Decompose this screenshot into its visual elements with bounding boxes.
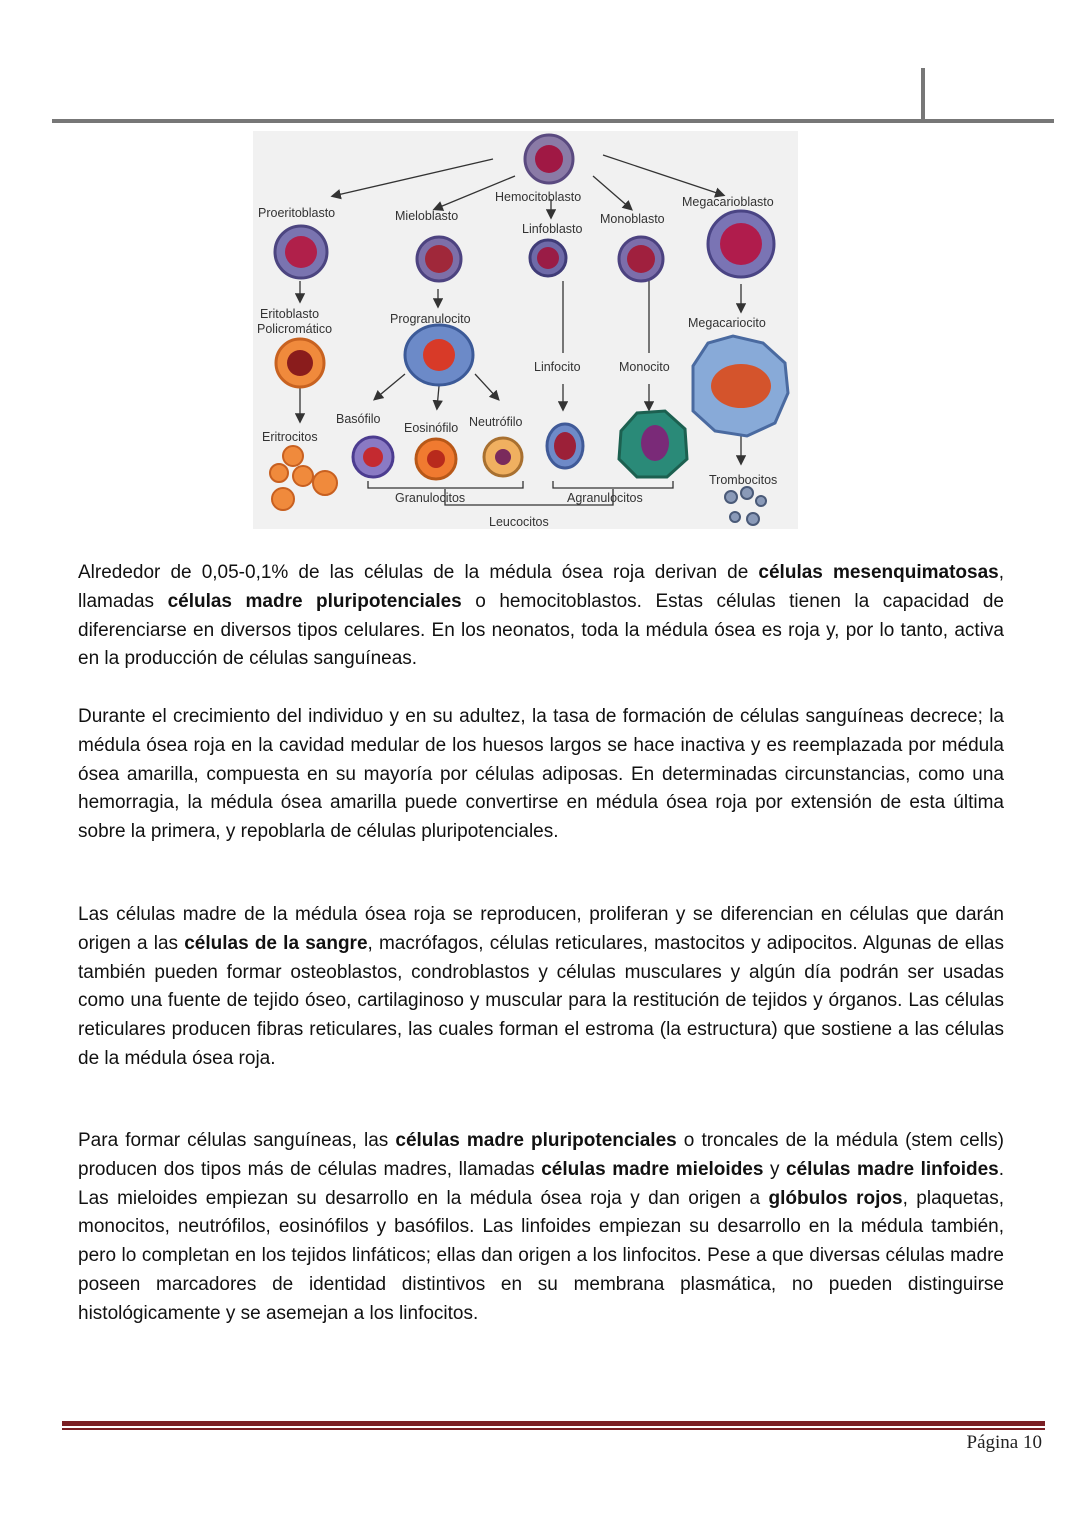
p1-seg-3: células madre pluripotenciales bbox=[167, 590, 462, 612]
cell-mieloblasto bbox=[417, 237, 461, 281]
label-mieloblasto: Mieloblasto bbox=[395, 209, 459, 223]
p3-seg-2: , macrófagos, células reticulares, mastocitos y adipocitos. Algunas de ellas también pueden formar osteoblastos, condroblastos y células musculares y algún día podrán ser usadas como una fuente de tejido óseo, cartilaginoso y muscular para la restitución de tejidos y órganos. Las células reticulares producen fibras reticulares, las cuales forman el estroma (la estructura) que sostiene a las células de la médula ósea roja. bbox=[78, 932, 1004, 1069]
label-granulocitos: Granulocitos bbox=[395, 491, 466, 505]
p4-seg-7: glóbulos rojos bbox=[768, 1187, 903, 1209]
cell-megacarioblasto bbox=[708, 211, 774, 277]
p4-seg-8: , plaquetas, monocitos, neutrófilos, eosinófilos y basófilos. Las linfoides empiezan su desarrollo en la médula también, pero lo completan en los tejidos linfáticos; ellas dan origen a los linfocitos. Pese a que diversas células madre poseen marcadores de identidad distintivos en su membrana plasmática, no pueden distinguirse histológicamente y se asemejan a los linfocitos. bbox=[78, 1187, 1004, 1324]
cell-neutrofilo bbox=[484, 438, 522, 476]
label-agranulocitos: Agranulocitos bbox=[567, 491, 643, 505]
label-linfocito: Linfocito bbox=[534, 360, 581, 374]
cell-eritrocitos bbox=[270, 446, 337, 510]
label-neutrofilo: Neutrófilo bbox=[469, 415, 523, 429]
paragraph-4 bbox=[78, 1127, 1004, 1329]
cell-megacariocito bbox=[693, 336, 788, 436]
cell-hemocitoblasto bbox=[525, 135, 573, 183]
label-proeritoblasto: Proeritoblasto bbox=[258, 206, 336, 220]
p4-seg-3: células madre mieloides bbox=[541, 1158, 764, 1180]
hematopoiesis-figure bbox=[253, 131, 798, 529]
p2-seg-0: Durante el crecimiento del individuo y en su adultez, la tasa de formación de células sanguíneas decrece; la médula ósea roja en la cavidad medular de los huesos largos se hace inactiva y es reemplazada por médula ósea amarilla, compuesta en su mayoría por células adiposas. En determinadas circunstancias, como una hemorragia, la médula ósea amarilla puede convertirse en médula ósea roja por extensión de esta última sobre la primera, y repoblarla de células pluripotenciales. bbox=[78, 706, 1004, 843]
page-number: Página 10 bbox=[966, 1432, 1042, 1453]
label-leucocitos: Leucocitos bbox=[489, 515, 549, 529]
hematopoiesis-diagram bbox=[253, 131, 798, 529]
cell-proeritoblasto bbox=[275, 226, 327, 278]
cell-basofilo bbox=[353, 437, 393, 477]
cell-eosinofilo bbox=[416, 439, 456, 479]
header-tick bbox=[921, 68, 925, 122]
label-eritoblasto-2: Policromático bbox=[257, 322, 333, 336]
p4-seg-4: y bbox=[763, 1158, 787, 1180]
p1-seg-2: , llamadas bbox=[78, 562, 1005, 612]
p4-seg-1: células madre pluripotenciales bbox=[395, 1130, 677, 1151]
cell-progranulocito bbox=[405, 325, 473, 385]
label-progranulocito: Progranulocito bbox=[390, 312, 471, 326]
cell-linfoblasto bbox=[530, 240, 566, 276]
cell-linfocito bbox=[547, 424, 583, 468]
p4-seg-5: células madre linfoides bbox=[786, 1158, 999, 1180]
p4-seg-0: Para formar células sanguíneas, las bbox=[78, 1130, 396, 1151]
label-monoblasto: Monoblasto bbox=[600, 212, 665, 226]
paragraph-1 bbox=[78, 559, 1004, 674]
p3-seg-1: células de la sangre bbox=[184, 932, 368, 954]
label-eritoblasto-1: Eritoblasto bbox=[260, 307, 320, 321]
label-megacariocito: Megacariocito bbox=[688, 316, 766, 330]
paragraph-3 bbox=[78, 901, 1004, 1074]
paragraph-2 bbox=[78, 703, 1004, 847]
label-megacarioblasto: Megacarioblasto bbox=[682, 195, 774, 209]
p4-seg-6: . Las mieloides empiezan su desarrollo en la médula ósea roja y dan origen a bbox=[78, 1158, 1004, 1209]
label-monocito: Monocito bbox=[619, 360, 670, 374]
cell-eritoblasto bbox=[276, 339, 324, 387]
cell-monocito bbox=[619, 411, 687, 477]
p1-seg-1: células mesenquimatosas bbox=[758, 562, 999, 583]
p3-seg-0: Las células madre de la médula ósea roja se reproducen, proliferan y se diferencian en células que darán origen a las bbox=[78, 904, 1004, 954]
label-basofilo: Basófilo bbox=[336, 412, 381, 426]
label-eritrocitos: Eritrocitos bbox=[262, 430, 318, 444]
cell-monoblasto bbox=[619, 237, 663, 281]
label-eosinofilo: Eosinófilo bbox=[404, 421, 459, 435]
label-trombocitos: Trombocitos bbox=[709, 473, 778, 487]
footer-rule bbox=[62, 1421, 1045, 1426]
cell-trombocitos bbox=[725, 487, 766, 525]
p1-seg-4: o hemocitoblastos. Estas células tienen la capacidad de diferenciarse en diversos tipos celulares. En los neonatos, toda la médula ósea es roja y, por lo tanto, activa en la producción de células sanguíneas. bbox=[78, 590, 1004, 670]
p1-seg-0: Alrededor de 0,05-0,1% de las células de la médula ósea roja derivan de bbox=[78, 562, 759, 583]
footer-rule-thin bbox=[62, 1428, 1045, 1430]
label-linfoblasto: Linfoblasto bbox=[522, 222, 583, 236]
header-rule bbox=[52, 119, 1054, 123]
p4-seg-2: o troncales de la médula (stem cells) producen dos tipos más de células madres, llamadas bbox=[78, 1130, 1005, 1180]
label-hemocitoblasto: Hemocitoblasto bbox=[495, 190, 582, 204]
